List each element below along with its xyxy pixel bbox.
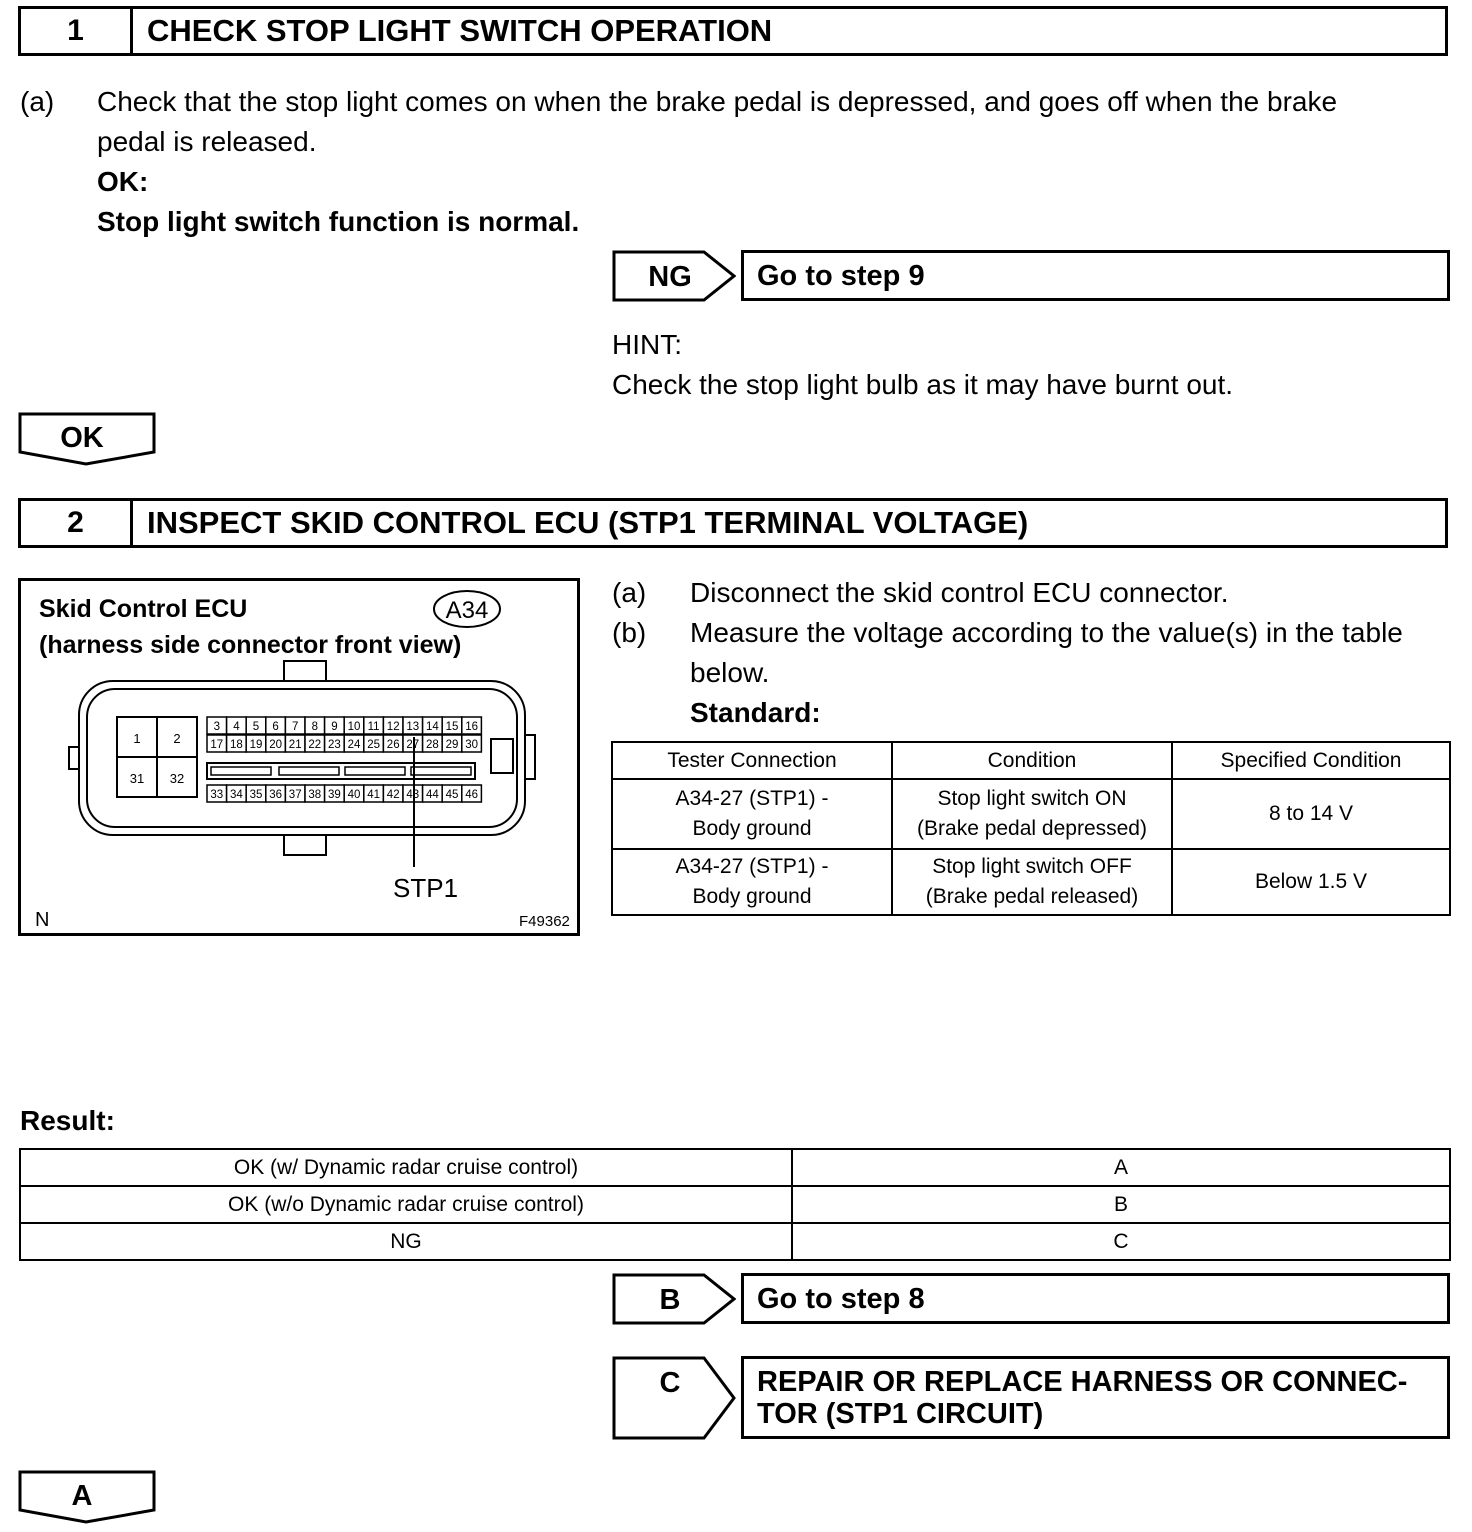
pin-number: 40 — [347, 789, 361, 801]
go-to-step-9-box — [741, 250, 1450, 301]
figure-id: F49362 — [519, 913, 570, 930]
pin-number: 4 — [233, 721, 240, 733]
b-tag-label: B — [659, 1284, 681, 1316]
b-action-text: Go to step 8 — [757, 1283, 925, 1315]
item-a-marker: (a) — [612, 577, 647, 608]
item-a-text-line1: Check that the stop light comes on when the brake pedal is depressed, and goes off when the brake — [97, 86, 1338, 117]
result-code-cell: C — [792, 1223, 1450, 1260]
pin-number: 35 — [249, 789, 263, 801]
diagram-title-line1: Skid Control ECU — [39, 595, 248, 623]
condition-line2: (Brake pedal released) — [925, 885, 1139, 908]
spec-header-cell: Tester Connection — [612, 742, 892, 779]
tester-connection-cell — [612, 779, 892, 849]
diagram-corner-letter: N — [35, 909, 50, 931]
specified-condition-cell: Below 1.5 V — [1172, 849, 1450, 915]
tester-connection-line1: A34-27 (STP1) - — [675, 855, 829, 878]
step-title: INSPECT SKID CONTROL ECU (STP1 TERMINAL VOLTAGE) — [147, 505, 1029, 540]
step-title: CHECK STOP LIGHT SWITCH OPERATION — [147, 13, 773, 48]
hint-text: Check the stop light bulb as it may have burnt out. — [612, 369, 1234, 400]
result-condition-cell: NG — [20, 1223, 792, 1260]
result-condition-cell: OK (w/ Dynamic radar cruise control) — [20, 1149, 792, 1186]
ok-tag-label: OK — [60, 422, 104, 454]
pin-number: 16 — [465, 721, 478, 733]
result-label: Result: — [20, 1105, 115, 1136]
pin-number: 13 — [406, 721, 420, 733]
result-code-cell: B — [792, 1186, 1450, 1223]
standard-label: Standard: — [690, 697, 821, 728]
a-down-tag — [18, 1470, 156, 1524]
step-1-header — [18, 6, 1448, 56]
pin-number: 21 — [288, 739, 302, 751]
ok-criteria: Stop light switch function is normal. — [97, 206, 580, 237]
large-pin-number: 1 — [133, 731, 141, 746]
pin-number: 24 — [347, 739, 361, 751]
spec-row — [612, 849, 1450, 915]
result-code-cell: A — [792, 1149, 1450, 1186]
ok-label: OK: — [97, 166, 149, 197]
pin-number: 33 — [210, 789, 224, 801]
pin-number: 15 — [445, 721, 459, 733]
ng-arrow-tag — [612, 250, 736, 302]
c-action-line2: TOR (STP1 CIRCUIT) — [757, 1398, 1044, 1430]
item-b-text-line2: below. — [690, 657, 770, 688]
pin-number: 28 — [426, 739, 439, 751]
pin-number: 29 — [445, 739, 459, 751]
step-number: 2 — [21, 501, 133, 545]
item-a-marker: (a) — [20, 86, 55, 117]
tester-connection-line2: Body ground — [692, 885, 812, 908]
pin-number: 37 — [288, 789, 302, 801]
ng-tag-label: NG — [648, 261, 692, 293]
go-to-step-8-box — [741, 1273, 1450, 1324]
item-b-text-line1: Measure the voltage according to the value(s) in the table — [690, 617, 1403, 648]
pin-number: 20 — [269, 739, 282, 751]
item-a-text-line2: pedal is released. — [97, 126, 317, 157]
a-tag-label: A — [71, 1480, 93, 1512]
pin-number: 38 — [308, 789, 322, 801]
pin-number: 27 — [406, 739, 420, 751]
diagram-title-line2: (harness side connector front view) — [39, 631, 462, 659]
pin-number: 45 — [445, 789, 459, 801]
pin-number: 30 — [465, 739, 478, 751]
large-pin-number: 32 — [169, 771, 185, 786]
item-a-text: Disconnect the skid control ECU connector. — [690, 577, 1229, 608]
spec-header-cell: Specified Condition — [1172, 742, 1450, 779]
connector-diagram — [18, 578, 580, 936]
specified-condition-cell: 8 to 14 V — [1172, 779, 1450, 849]
pin-number: 9 — [331, 721, 338, 733]
spec-header-cell: Condition — [892, 742, 1172, 779]
ng-action-text: Go to step 9 — [757, 260, 925, 292]
item-b-marker: (b) — [612, 617, 647, 648]
tester-connection-cell — [612, 849, 892, 915]
ok-down-tag — [18, 412, 156, 466]
connector-drawing — [21, 581, 577, 933]
pin-number: 36 — [269, 789, 282, 801]
condition-cell — [892, 849, 1172, 915]
condition-line2: (Brake pedal depressed) — [917, 817, 1147, 840]
large-pin-number: 31 — [129, 771, 145, 786]
pin-number: 44 — [426, 789, 439, 801]
c-tag-label: C — [659, 1367, 681, 1399]
pin-number: 26 — [386, 739, 400, 751]
pin-number: 7 — [291, 721, 299, 733]
pin-number: 3 — [213, 721, 221, 733]
step-number: 1 — [21, 9, 133, 53]
result-table — [19, 1148, 1451, 1261]
pin-number: 6 — [272, 721, 279, 733]
pin-number: 17 — [210, 739, 224, 751]
hint-label: HINT: — [612, 329, 682, 360]
pin-number: 14 — [426, 721, 439, 733]
pin-number: 5 — [252, 721, 260, 733]
pin-number: 8 — [311, 721, 319, 733]
pin-number: 42 — [386, 789, 400, 801]
stp1-label: STP1 — [393, 873, 459, 903]
large-pin-number: 2 — [173, 731, 181, 746]
condition-line1: Stop light switch OFF — [932, 855, 1132, 878]
pin-number: 34 — [230, 789, 243, 801]
pin-number: 23 — [328, 739, 341, 751]
repair-harness-box — [741, 1356, 1450, 1439]
result-condition-cell: OK (w/o Dynamic radar cruise control) — [20, 1186, 792, 1223]
result-row — [20, 1149, 1450, 1186]
pin-number: 12 — [386, 721, 400, 733]
pin-number: 22 — [308, 739, 322, 751]
tester-connection-line2: Body ground — [692, 817, 812, 840]
condition-cell — [892, 779, 1172, 849]
tester-connection-line1: A34-27 (STP1) - — [675, 787, 829, 810]
connector-id-label: A34 — [445, 597, 489, 624]
pin-number: 25 — [367, 739, 380, 751]
spec-header-row — [612, 742, 1450, 779]
b-arrow-tag — [612, 1273, 736, 1325]
pin-number: 39 — [328, 789, 341, 801]
c-arrow-tag — [612, 1356, 736, 1440]
pin-number: 10 — [347, 721, 361, 733]
result-row — [20, 1223, 1450, 1260]
pin-number: 43 — [406, 789, 420, 801]
spec-row — [612, 779, 1450, 849]
result-row — [20, 1186, 1450, 1223]
standard-spec-table — [611, 741, 1451, 916]
pin-number: 41 — [367, 789, 380, 801]
pin-number: 11 — [367, 721, 380, 733]
c-action-line1: REPAIR OR REPLACE HARNESS OR CONNEC- — [757, 1366, 1408, 1398]
step-2-header — [18, 498, 1448, 548]
condition-line1: Stop light switch ON — [937, 787, 1127, 810]
pin-number: 18 — [230, 739, 243, 751]
pin-number: 46 — [465, 789, 478, 801]
pin-number: 19 — [249, 739, 263, 751]
